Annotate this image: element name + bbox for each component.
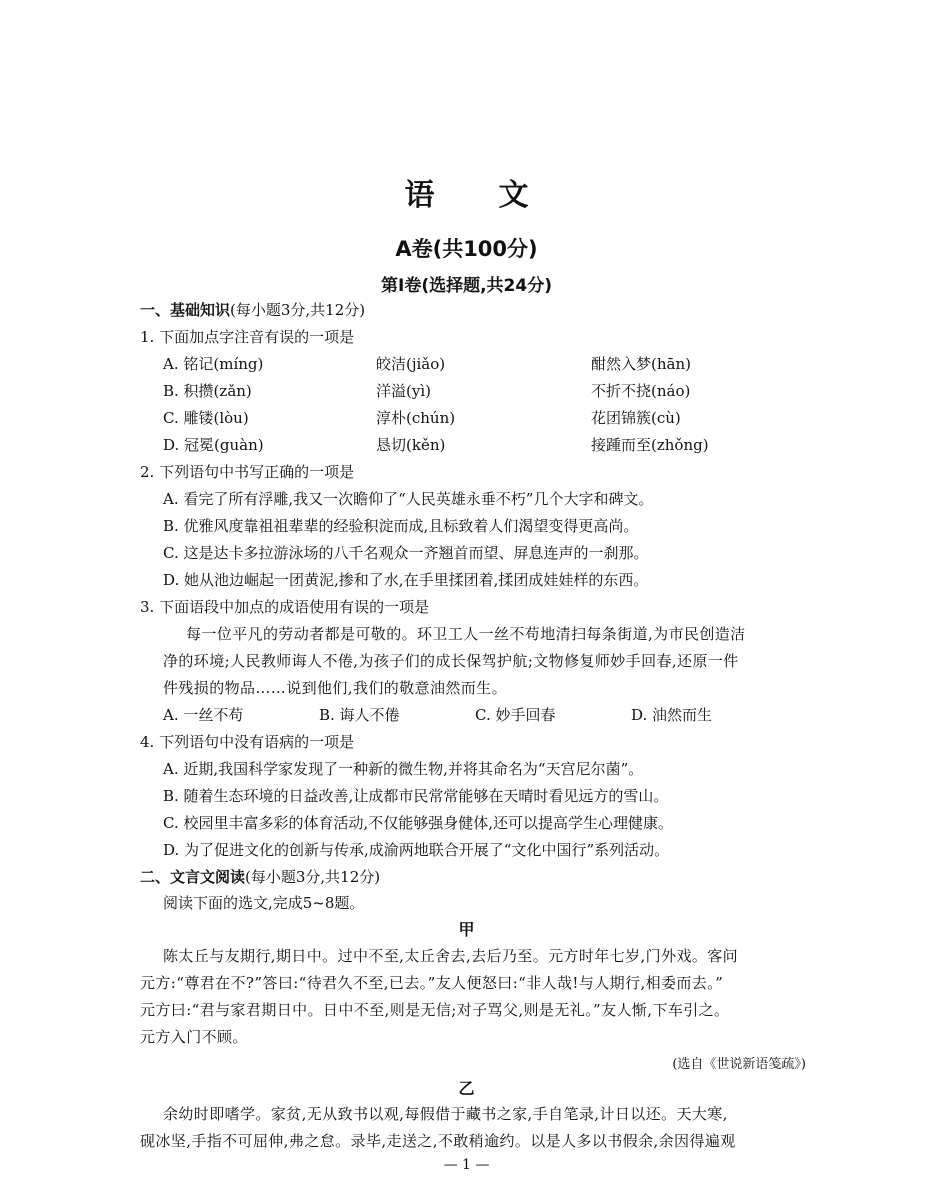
q4-option-c: C. 校园里丰富多彩的体育活动,不仅能够强身健体,还可以提高学生心理健康。 [163, 814, 674, 832]
reading-intro: 阅读下面的选文,完成5~8题。 [163, 894, 365, 912]
jia-line-2: 元方:“尊君在不?”答曰:“待君久不至,已去。”友人便怒曰:“非人哉!与人期行,相委而去。” [140, 974, 724, 992]
q4-option-b: B. 随着生态环境的日益改善,让成都市民常常能够在天晴时看见远方的雪山。 [163, 787, 669, 805]
jia-source: (选自《世说新语笺疏》) [672, 1057, 806, 1072]
section-note: (每小题3分,共12分) [245, 868, 381, 886]
q3-option-c: C. 妙手回春 [475, 706, 556, 724]
q1-c-1: C. 雕镂(lòu) [163, 409, 249, 427]
yi-line-2: 砚冰坚,手指不可屈伸,弗之怠。录毕,走送之,不敢稍逾约。以是人多以书假余,余因得遍观 [140, 1132, 736, 1150]
jia-line-3: 元方曰:“君与家君期日中。日中不至,则是无信;对子骂父,则是无礼。”友人惭,下车引之。 [140, 1001, 730, 1019]
q2-option-d: D. 她从池边崛起一团黄泥,掺和了水,在手里揉团着,揉团成娃娃样的东西。 [163, 571, 649, 589]
q3-passage-line-1: 每一位平凡的劳动者都是可敬的。环卫工人一丝不苟地清扫每条街道,为市民创造洁 [186, 625, 746, 643]
yi-line-1: 余幼时即嗜学。家贫,无从致书以观,每假借于藏书之家,手自笔录,计日以还。天大寒, [163, 1105, 728, 1123]
q3-option-a: A. 一丝不苟 [163, 706, 244, 724]
q3-option-b: B. 诲人不倦 [319, 706, 400, 724]
q2-option-b: B. 优雅风度靠祖祖辈辈的经验积淀而成,且标致着人们渴望变得更高尚。 [163, 517, 639, 535]
jia-line-4: 元方入门不顾。 [140, 1028, 248, 1046]
q1-b-1: B. 积攒(zǎn) [163, 382, 252, 400]
q1-c-3: 花团锦簇(cù) [591, 409, 681, 427]
q4-option-d: D. 为了促进文化的创新与传承,成渝两地联合开展了“文化中国行”系列活动。 [163, 841, 670, 859]
section-heading: 二、文言文阅读 [140, 868, 246, 886]
section-basic-knowledge [140, 299, 365, 320]
q3-passage-line-2: 净的环境;人民教师诲人不倦,为孩子们的成长保驾护航;文物修复师妙手回春,还原一件 [163, 652, 739, 670]
question-1-stem: 1. 下面加点字注音有误的一项是 [140, 328, 355, 346]
section-heading: 一、基础知识 [140, 301, 231, 319]
passage-jia-label: 甲 [458, 920, 475, 939]
question-2-stem: 2. 下列语句中书写正确的一项是 [140, 463, 355, 481]
q1-d-2: 恳切(kěn) [376, 436, 446, 454]
section-classical-reading [140, 866, 380, 887]
q1-a-2: 皎洁(jiǎo) [376, 355, 446, 373]
q1-b-2: 洋溢(yì) [376, 382, 431, 400]
q1-d-1: D. 冠冕(guàn) [163, 436, 264, 454]
q2-option-a: A. 看完了所有浮雕,我又一次瞻仰了“人民英雄永垂不朽”几个大字和碑文。 [163, 490, 654, 508]
q1-b-3: 不折不挠(náo) [591, 382, 691, 400]
q4-option-a: A. 近期,我国科学家发现了一种新的微生物,并将其命名为“天宫尼尔菌”。 [163, 760, 644, 778]
q2-option-c: C. 这是达卡多拉游泳场的八千名观众一齐翘首而望、屏息连声的一刹那。 [163, 544, 649, 562]
page-number: — 1 — [443, 1157, 490, 1173]
section-note: (每小题3分,共12分) [230, 301, 366, 319]
q1-d-3: 接踵而至(zhǒng) [591, 436, 709, 454]
passage-yi-label: 乙 [458, 1079, 475, 1098]
q1-a-1: A. 铭记(míng) [163, 355, 264, 373]
q3-passage-line-3: 件残损的物品……说到他们,我们的敬意油然而生。 [163, 679, 507, 697]
paper-a-title: A卷(共100分) [395, 237, 538, 261]
part-one-title: 第Ⅰ卷(选择题,共24分) [381, 276, 552, 296]
question-3-stem: 3. 下面语段中加点的成语使用有误的一项是 [140, 598, 430, 616]
page-title: 语文 [404, 178, 593, 213]
q1-a-3: 酣然入梦(hān) [591, 355, 691, 373]
question-4-stem: 4. 下列语句中没有语病的一项是 [140, 733, 355, 751]
jia-line-1: 陈太丘与友期行,期日中。过中不至,太丘舍去,去后乃至。元方时年七岁,门外戏。客问 [163, 947, 739, 965]
q1-c-2: 淳朴(chún) [376, 409, 456, 427]
q3-option-d: D. 油然而生 [631, 706, 713, 724]
